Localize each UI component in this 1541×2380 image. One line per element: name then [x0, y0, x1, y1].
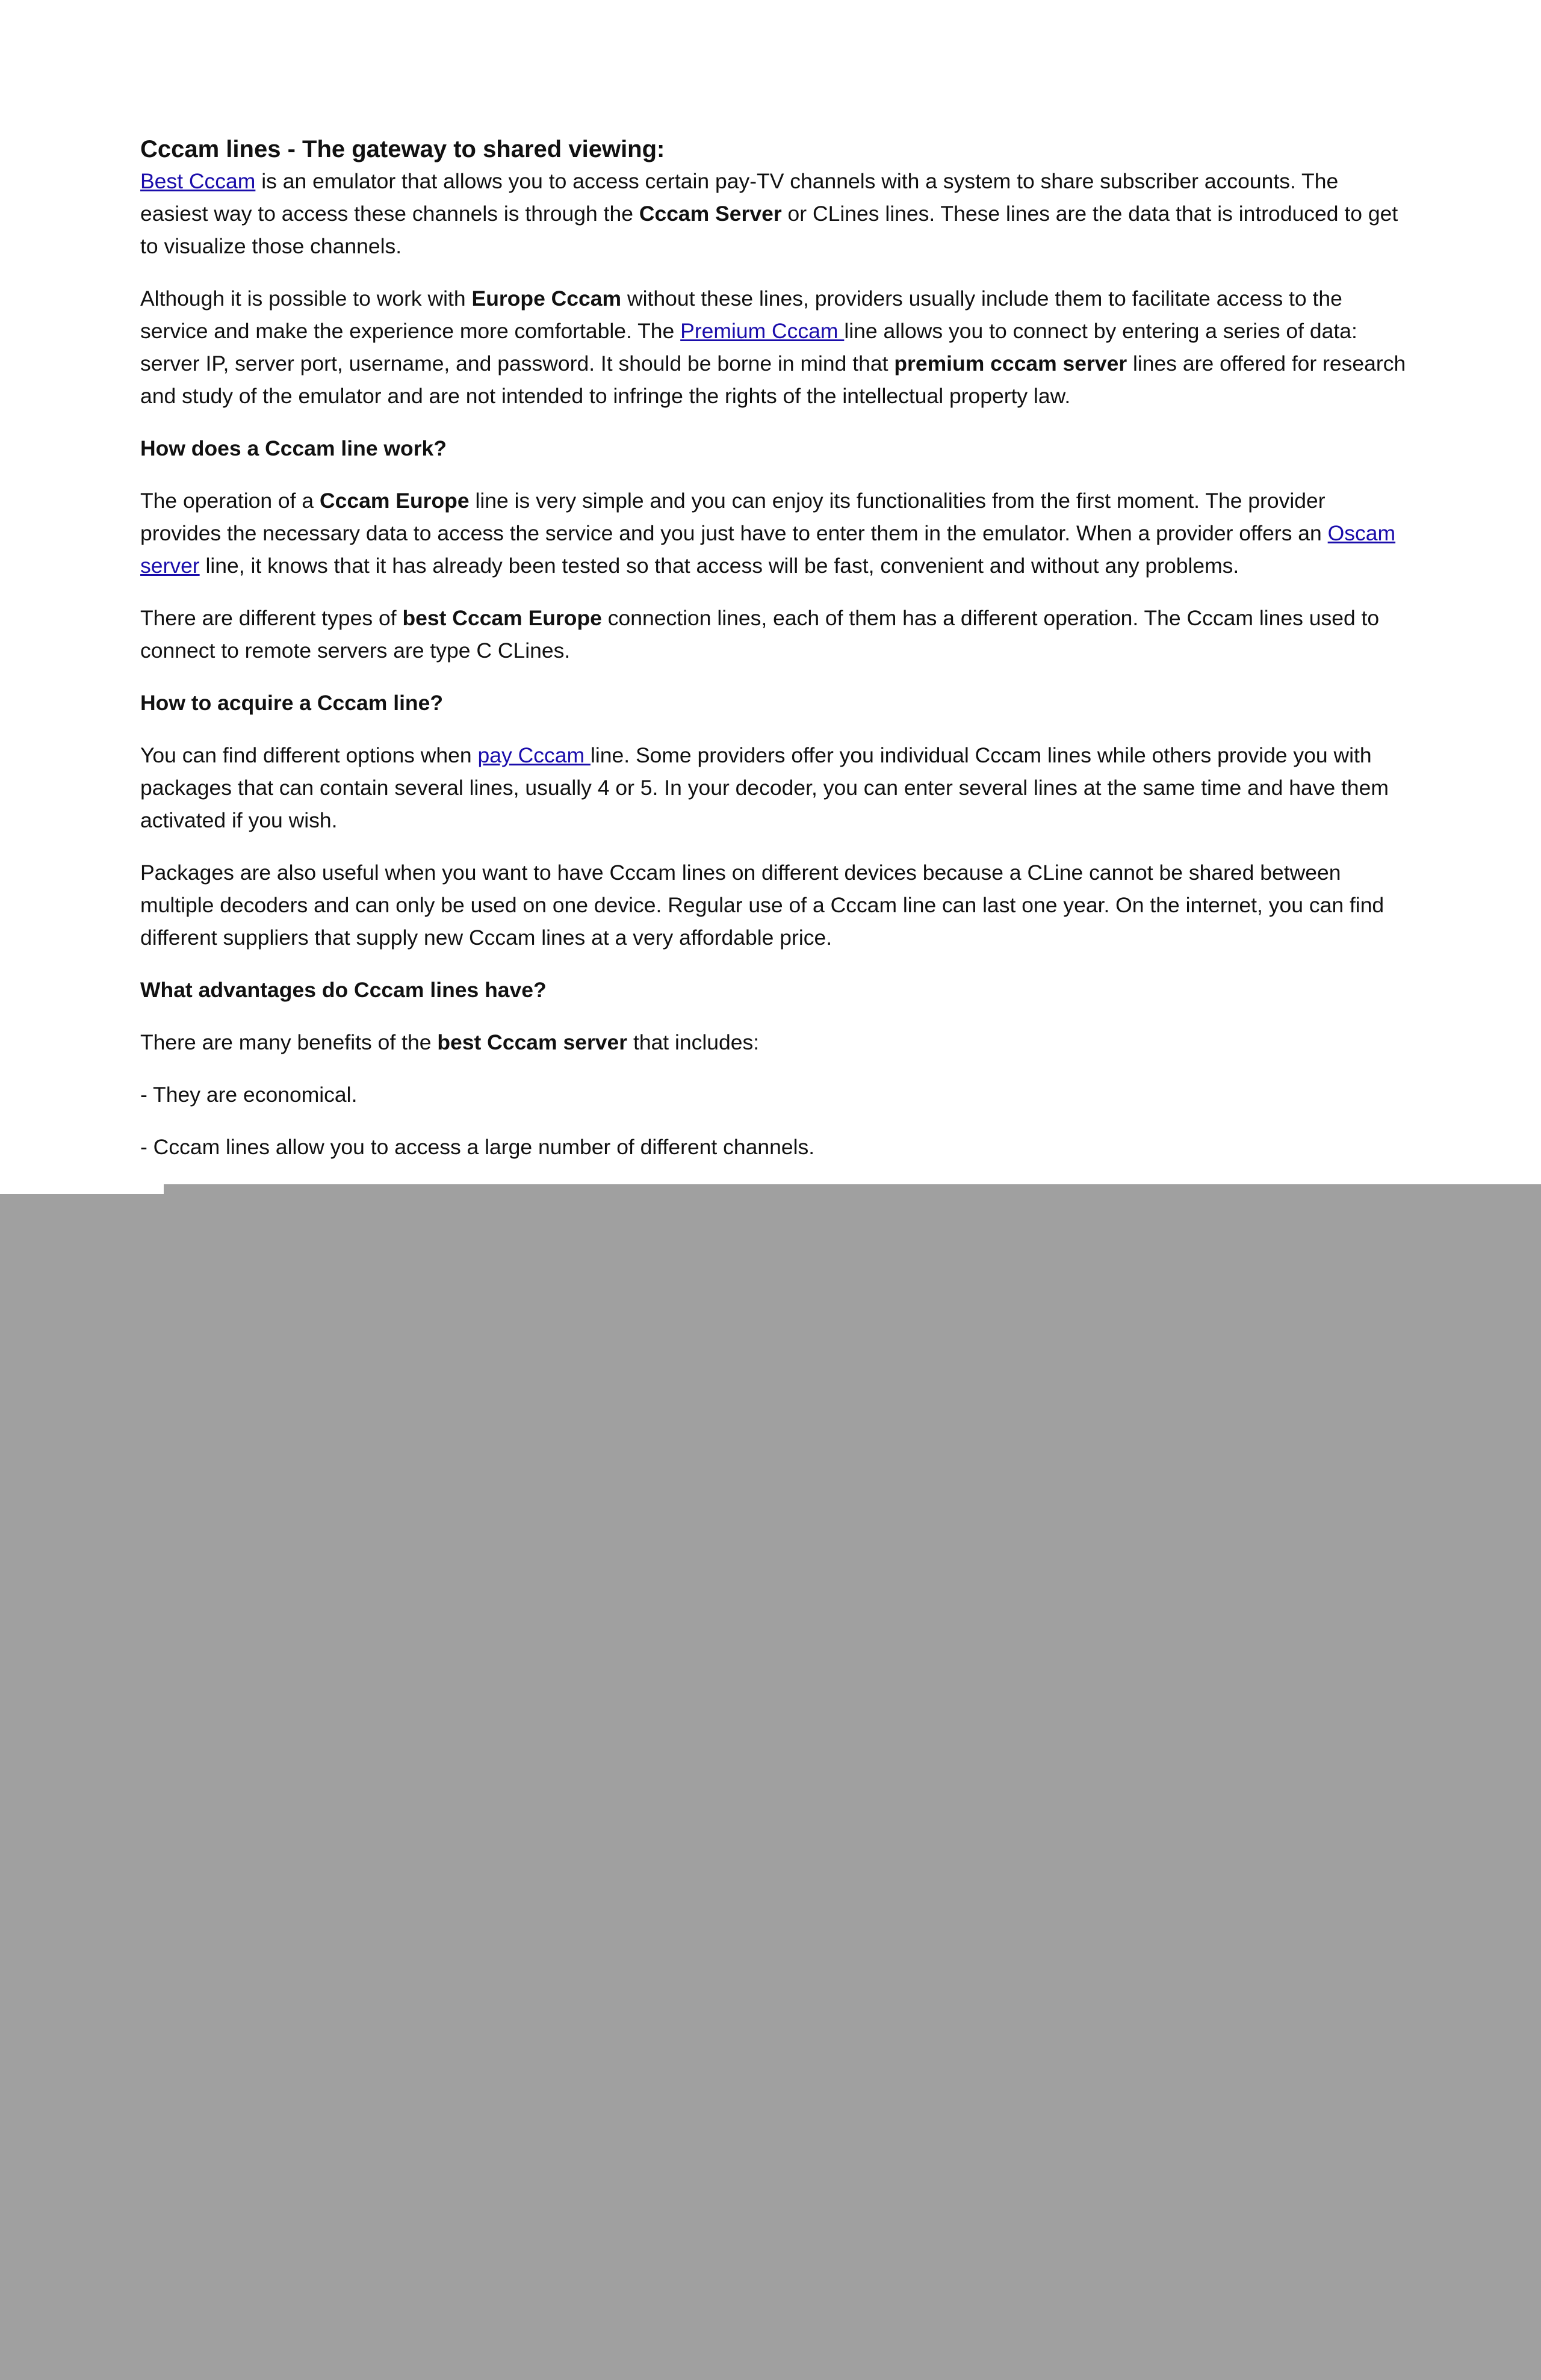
premium-cccam-link[interactable]: Premium Cccam: [680, 319, 845, 343]
document-page: [0, 0, 1541, 1184]
list-item-channels: - Cccam lines allow you to access a large number of different channels.: [140, 1135, 815, 1159]
heading-how-line-works: How does a Cccam line work?: [140, 436, 447, 460]
paragraph-packages: Packages are also useful when you want to have Cccam lines on different devices because a CLine cannot be shared between multiple decoders and can only be used on one device. Regular use of a Cccam line can last one year. On the internet, you can find different suppliers that supply new Cccam lines at a very affordable price.: [140, 861, 1384, 950]
paragraph-options: You can find different options when pay Cccam line. Some providers offer you individual Cccam lines while others provide you with packages that can contain several lines, usually 4 or 5. In your decoder, you can enter several lines at the same time and have them activated if you wish.: [140, 743, 1389, 832]
paragraph-benefits: There are many benefits of the best Cccam server that includes:: [140, 1030, 760, 1054]
document-content: [140, 134, 1410, 1183]
pay-cccam-link[interactable]: pay Cccam: [477, 743, 591, 767]
gray-overlay: [0, 1184, 1541, 2380]
list-item-economical: - They are economical.: [140, 1083, 358, 1107]
heading-how-to-acquire: How to acquire a Cccam line?: [140, 691, 444, 715]
document-title: Cccam lines - The gateway to shared viewing:: [140, 136, 665, 162]
oscam-server-link[interactable]: Oscam server: [140, 521, 1396, 578]
paragraph-intro: Best Cccam is an emulator that allows you to access certain pay-TV channels with a system to share subscriber accounts. The easiest way to access these channels is through the Cccam Server or CLines lines. These lines are the data that is introduced to get to visualize those channels.: [140, 169, 1398, 258]
paragraph-europe-cccam: Although it is possible to work with Europe Cccam without these lines, providers usually include them to facilitate access to the service and make the experience more comfortable. The Premium Cccam line allows you to connect by entering a series of data: server IP, server port, username, and password. It should be borne in mind that premium cccam server lines are offered for research and study of the emulator and are not intended to infringe the rights of the intellectual property law.: [140, 286, 1406, 408]
overlay-notch: [0, 1184, 164, 1194]
best-cccam-link[interactable]: Best Cccam: [140, 169, 256, 193]
paragraph-line-types: There are different types of best Cccam Europe connection lines, each of them has a different operation. The Cccam lines used to connect to remote servers are type C CLines.: [140, 606, 1380, 663]
heading-advantages: What advantages do Cccam lines have?: [140, 978, 547, 1002]
paragraph-operation: The operation of a Cccam Europe line is very simple and you can enjoy its functionalities from the first moment. The provider provides the necessary data to access the service and you just have to enter them in the emulator. When a provider offers an Oscam server line, it knows that it has already been tested so that access will be fast, convenient and without any problems.: [140, 489, 1396, 578]
